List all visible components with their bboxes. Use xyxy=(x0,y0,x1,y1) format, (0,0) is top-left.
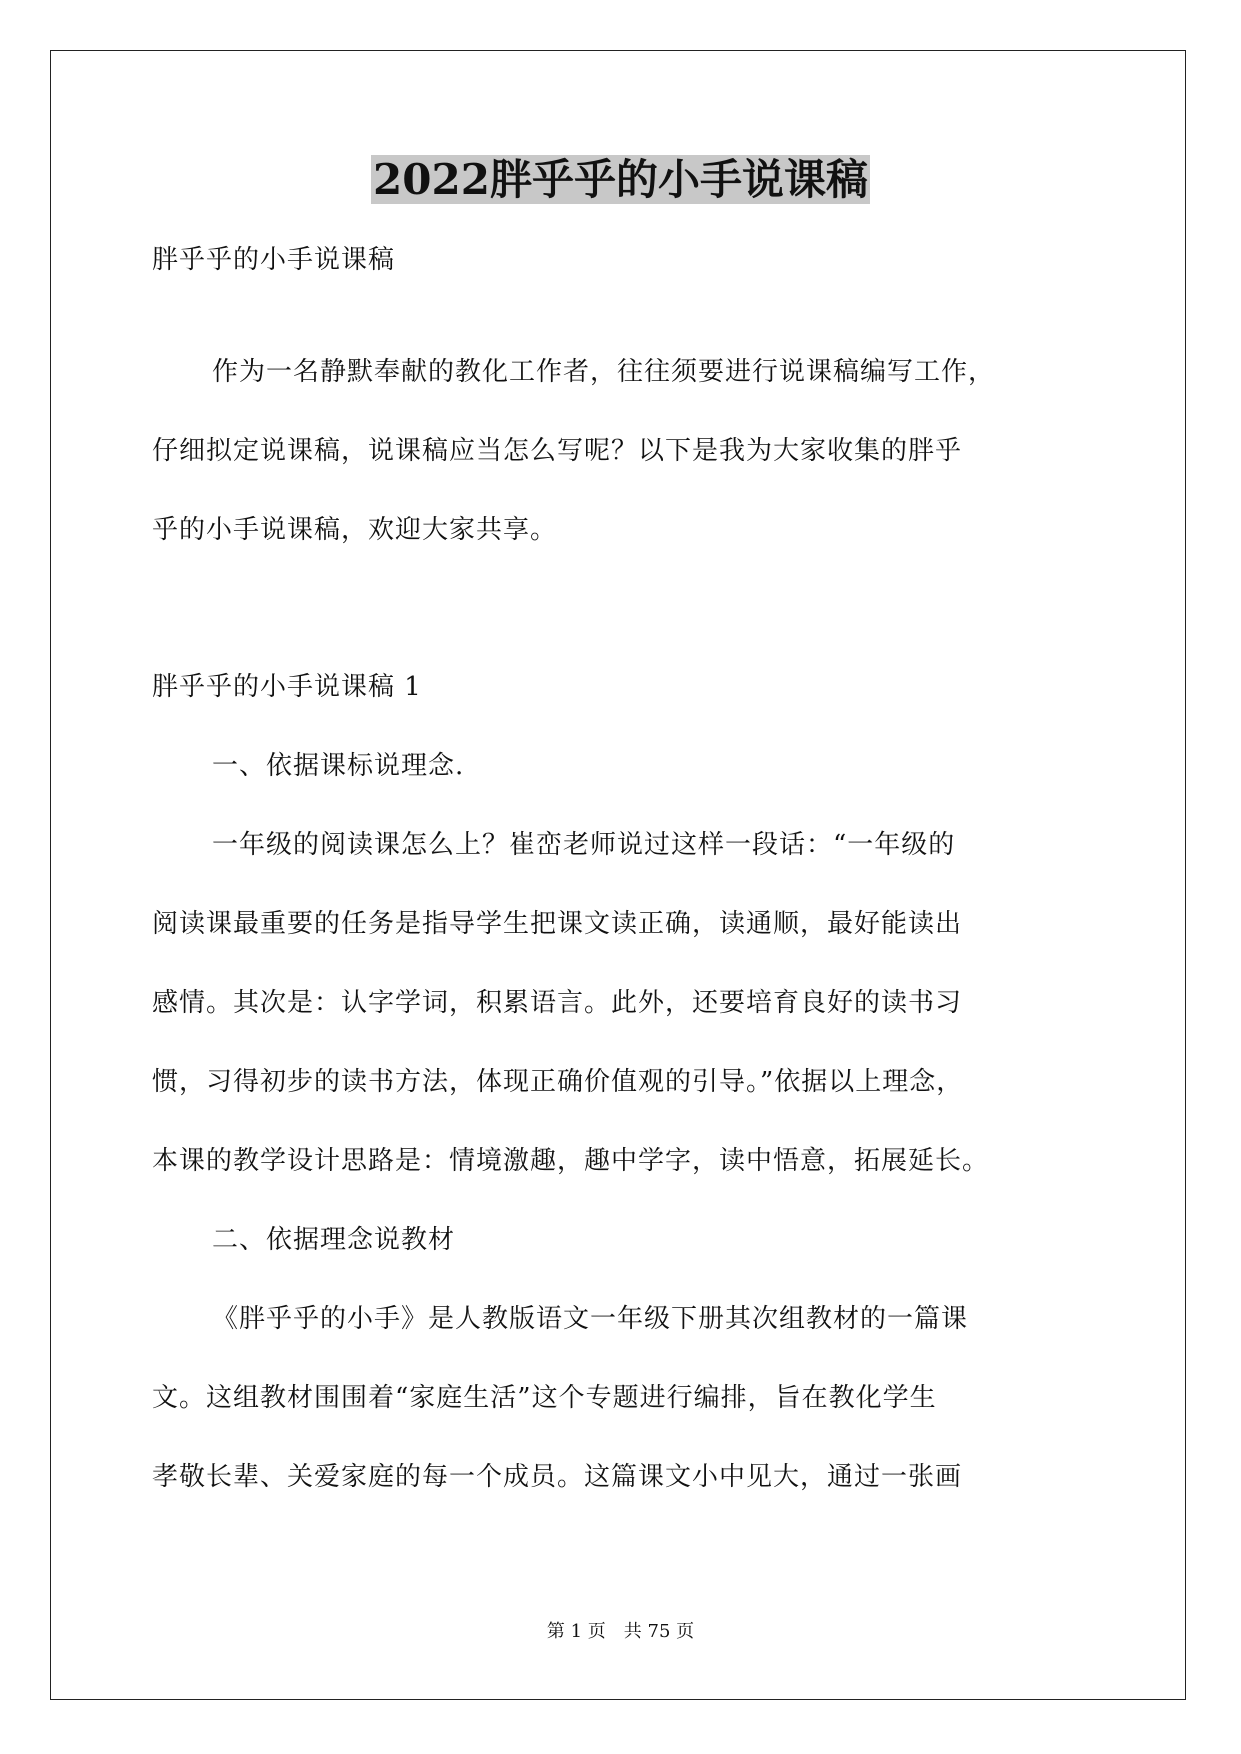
document-title-text: 2022胖乎乎的小手说课稿 xyxy=(373,155,868,204)
page-border xyxy=(50,50,1186,1700)
text-line: 一、依据课标说理念. xyxy=(212,751,465,781)
text-line: 感情。其次是：认字学词，积累语言。此外，还要培育良好的读书习 xyxy=(152,988,963,1018)
text-line: 乎的小手说课稿，欢迎大家共享。 xyxy=(152,515,558,545)
text-line: 仔细拟定说课稿，说课稿应当怎么写呢？以下是我为大家收集的胖乎 xyxy=(152,436,963,466)
text-line: 胖乎乎的小手说课稿 1 xyxy=(152,672,422,702)
text-line: 阅读课最重要的任务是指导学生把课文读正确，读通顺，最好能读出 xyxy=(152,909,963,939)
text-line: 一年级的阅读课怎么上？崔峦老师说过这样一段话：“一年级的 xyxy=(212,830,956,860)
page-number-footer: 第 1 页 共 75 页 xyxy=(546,1621,695,1642)
text-line: 作为一名静默奉献的教化工作者，往往须要进行说课稿编写工作， xyxy=(212,357,996,387)
text-line: 胖乎乎的小手说课稿 xyxy=(152,245,396,275)
text-line: 本课的教学设计思路是：情境激趣，趣中学字，读中悟意，拓展延长。 xyxy=(152,1146,990,1176)
text-line: 惯，习得初步的读书方法，体现正确价值观的引导。”依据以上理念， xyxy=(152,1067,964,1097)
text-line: 孝敬长辈、关爱家庭的每一个成员。这篇课文小中见大，通过一张画 xyxy=(152,1462,963,1492)
document-title xyxy=(0,150,1241,210)
text-line: 文。这组教材围围着“家庭生活”这个专题进行编排，旨在教化学生 xyxy=(152,1383,937,1413)
text-line: 二、依据理念说教材 xyxy=(212,1225,456,1255)
text-line: 《胖乎乎的小手》是人教版语文一年级下册其次组教材的一篇课 xyxy=(212,1304,969,1334)
